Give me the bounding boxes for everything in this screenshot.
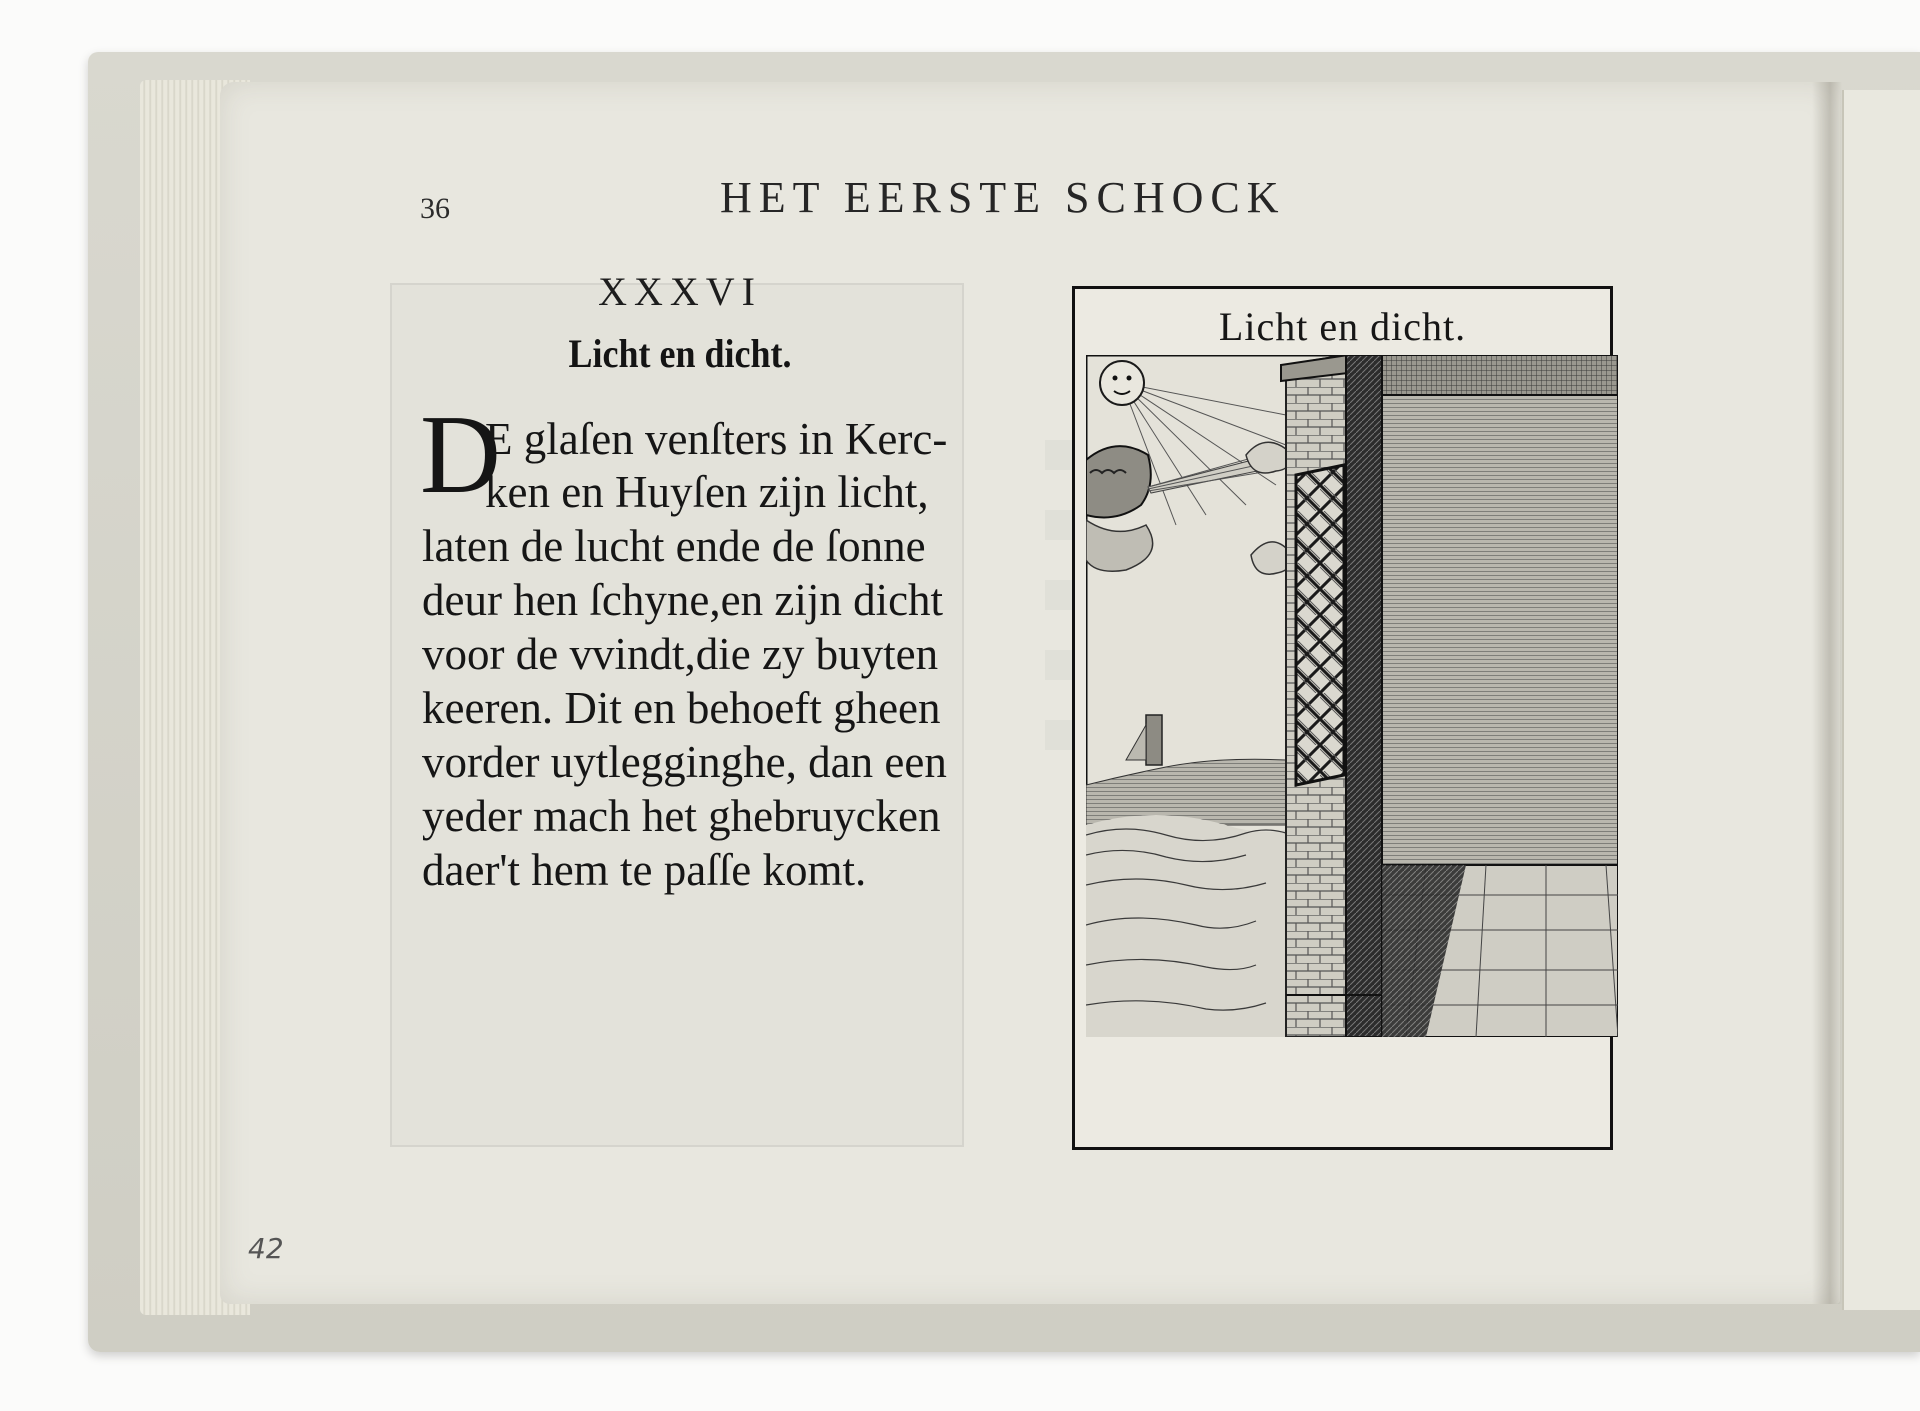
page-number: 36: [420, 192, 450, 225]
text-line: deur hen ſchyne,en zijn dicht: [422, 575, 944, 625]
text-line: vorder uytlegginghe, dan een: [422, 737, 947, 787]
running-title: HET EERSTE SCHOCK: [720, 173, 1286, 222]
text-line: voor de vvindt,die zy buyten: [422, 629, 939, 679]
text-line: daer't hem te paſſe komt.: [422, 845, 867, 895]
plate-caption: Licht en dicht.: [1218, 304, 1467, 349]
text-line: laten de lucht ende de ſonne: [422, 521, 926, 571]
text-line: E glaſen venſters in Kerc-: [485, 414, 948, 464]
drop-cap: D: [420, 393, 501, 517]
text-line: keeren. Dit en behoeft gheen: [422, 683, 941, 733]
pencil-folio-mark: 42: [248, 1232, 284, 1265]
emblem-heading: Licht en dicht.: [568, 331, 792, 376]
engraving-plate: [1072, 286, 1613, 1150]
running-head: [0, 172, 1920, 225]
facing-page-edge: [1842, 90, 1920, 1310]
text-line: ken en Huyſen zijn licht,: [485, 467, 929, 517]
engraving-illustration: [1086, 355, 1618, 1037]
book-gutter: [1812, 82, 1842, 1304]
emblem-number: XXXVI: [598, 269, 762, 314]
text-line: yeder mach het ghebruycken: [422, 791, 941, 841]
